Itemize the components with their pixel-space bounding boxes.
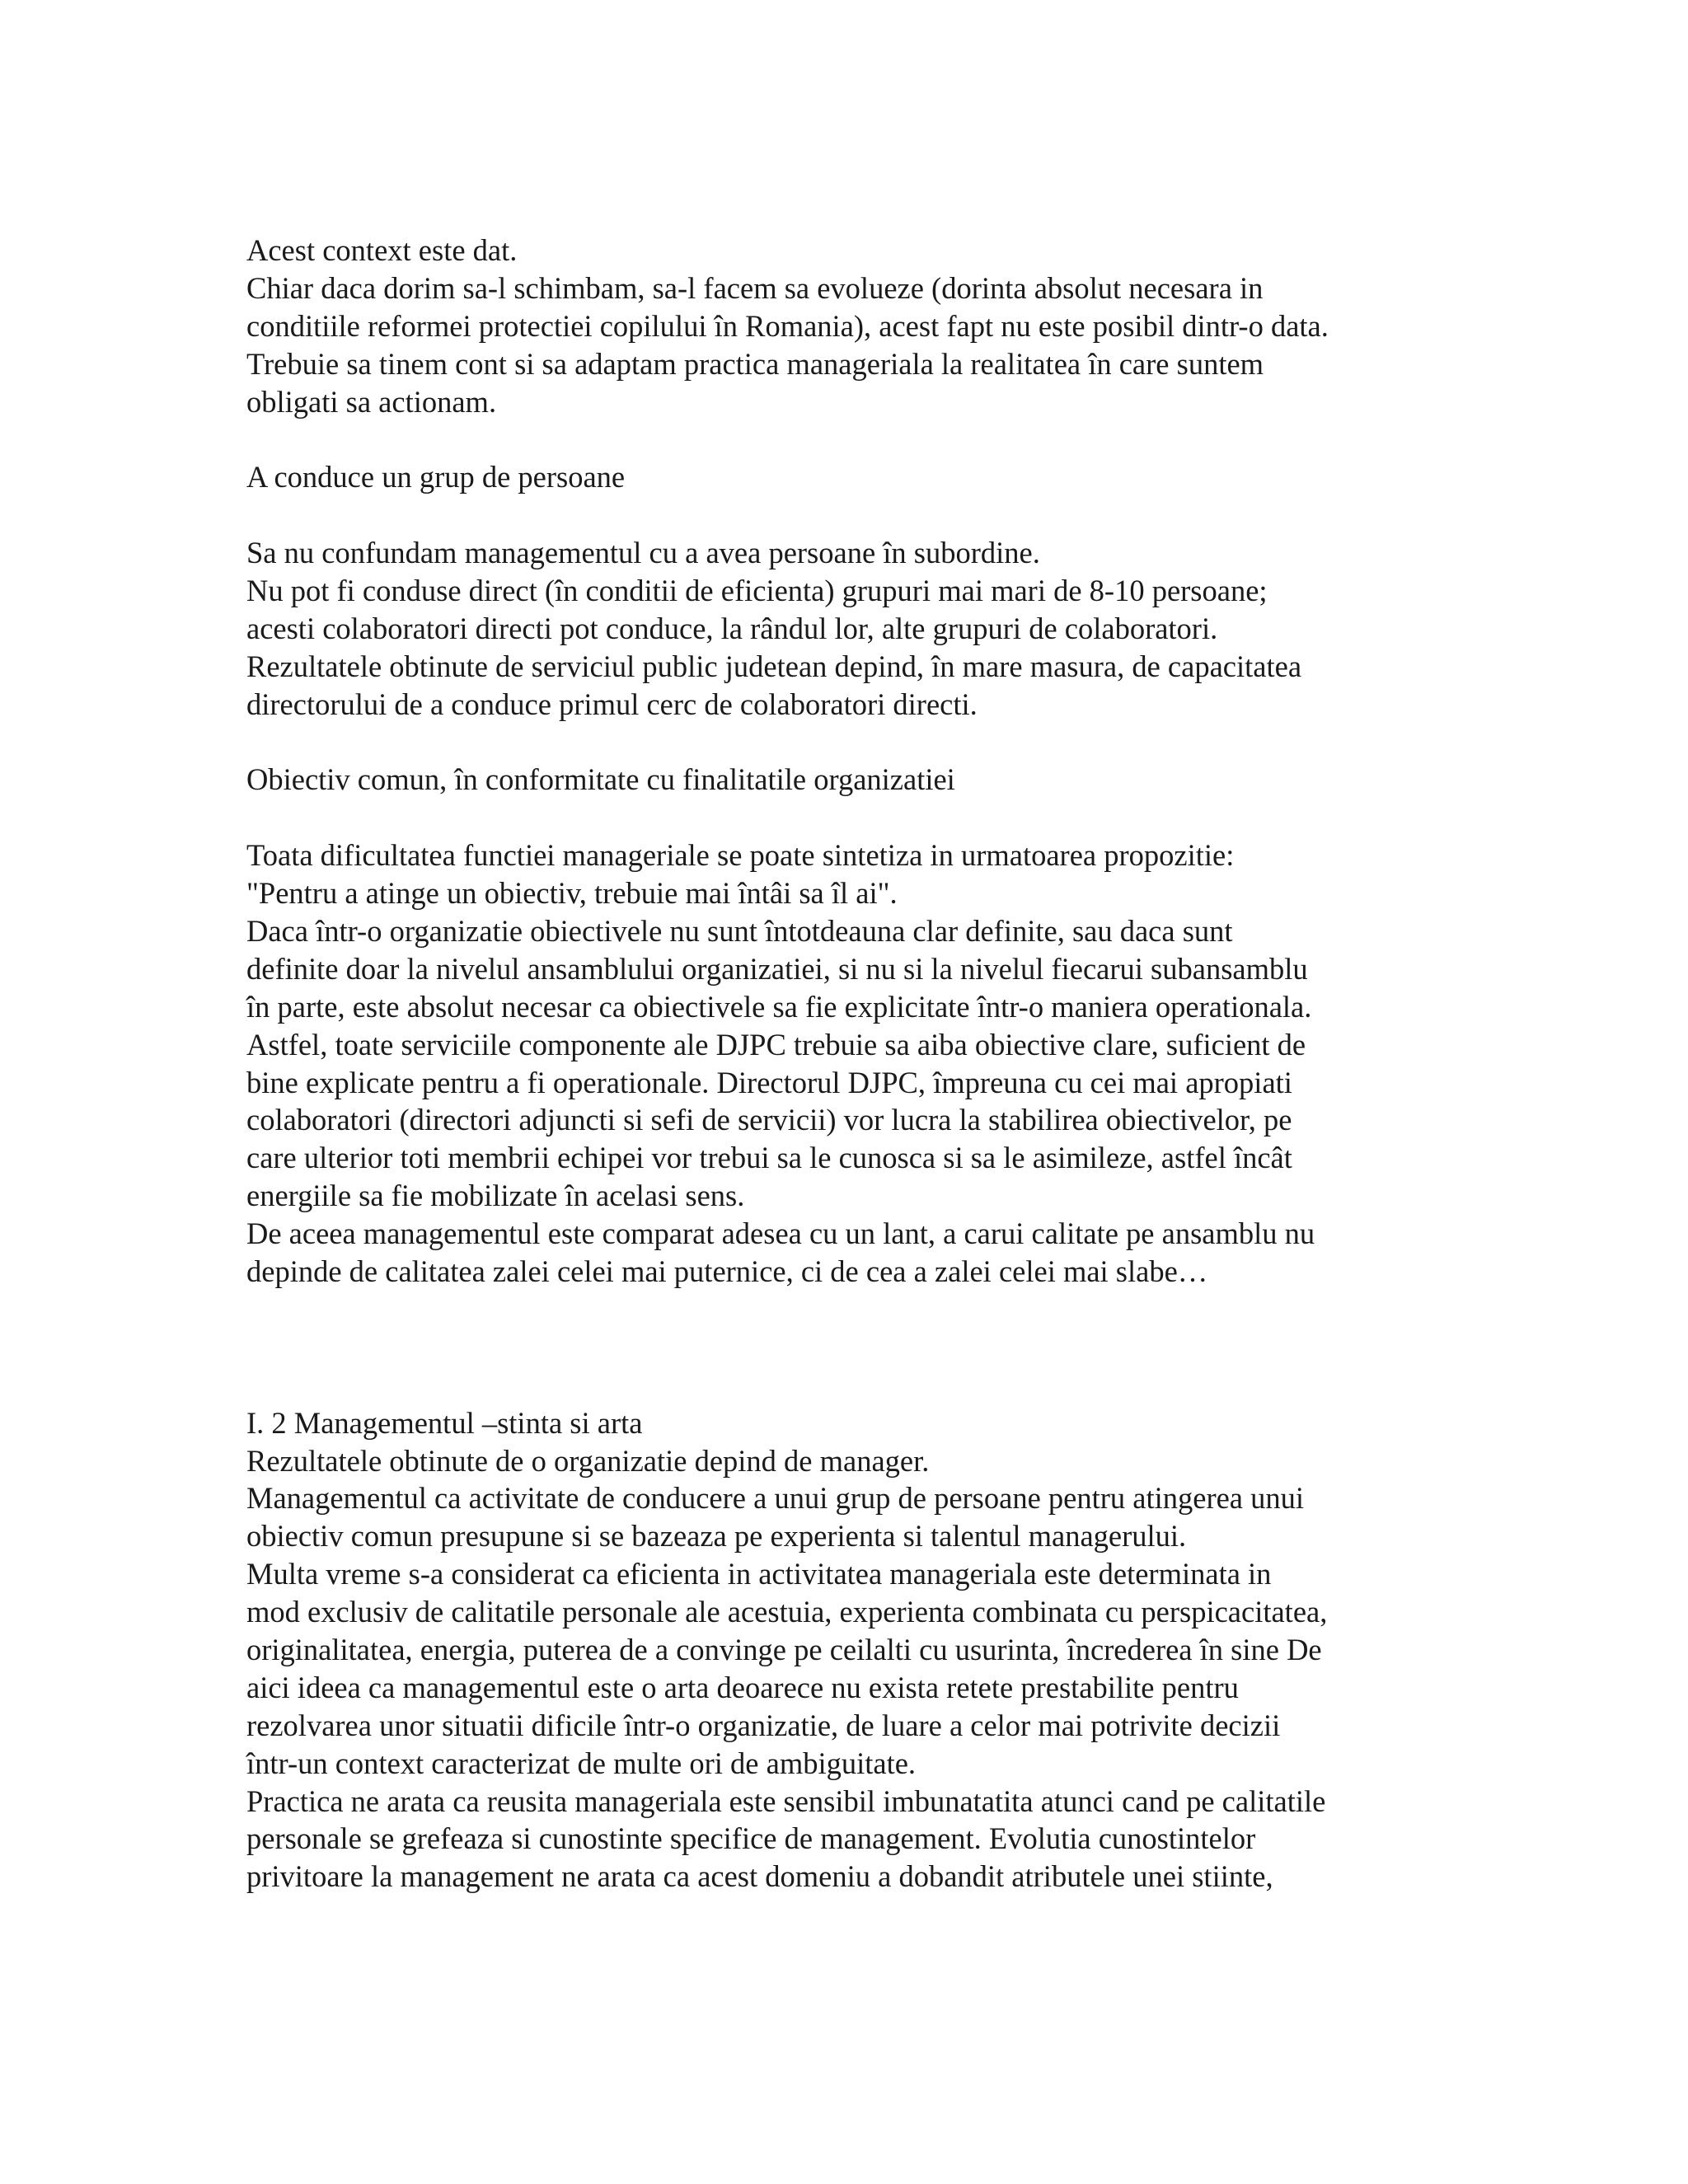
text-line: "Pentru a atinge un obiectiv, trebuie mai întâi sa îl ai". — [246, 876, 898, 911]
text-line: Acest context este dat. — [246, 233, 518, 267]
text-line: personale se grefeaza si cunostinte specifice de management. Evolutia cunostintelor — [246, 1821, 1256, 1856]
document-body — [246, 232, 1466, 1896]
text-line: rezolvarea unor situatii dificile într-o organizatie, de luare a celor mai potrivite decizii — [246, 1708, 1281, 1742]
text-line: privitoare la management ne arata ca acest domeniu a dobandit atributele unei stiinte, — [246, 1859, 1273, 1894]
paragraph-manager — [246, 1442, 1466, 1896]
text-line: Practica ne arata ca reusita manageriala este sensibil imbunatatita atunci cand pe calitatile — [246, 1783, 1326, 1818]
section-heading-stinta-si-arta: I. 2 Managementul –stinta si arta — [246, 1405, 643, 1440]
text-line: Rezultatele obtinute de serviciul public judetean depind, în mare masura, de capacitatea — [246, 649, 1302, 683]
text-line: Managementul ca activitate de conducere a unui grup de persoane pentru atingerea unui — [246, 1481, 1305, 1516]
text-line: Chiar daca dorim sa-l schimbam, sa-l facem sa evolueze (dorinta absolut necesara in — [246, 270, 1264, 305]
text-line: colaboratori (directori adjuncti si sefi de servicii) vor lucra la stabilirea obiectivelor, pe — [246, 1103, 1292, 1137]
paragraph-obiective — [246, 837, 1466, 1291]
text-line: Sa nu confundam managementul cu a avea persoane în subordine. — [246, 536, 1040, 570]
paragraph-context — [246, 232, 1466, 420]
text-line: originalitatea, energia, puterea de a convinge pe ceilalti cu usurinta, încrederea în sine De — [246, 1632, 1322, 1666]
text-line: definite doar la nivelul ansamblului organizatiei, si nu si la nivelul fiecarui subansamblu — [246, 951, 1308, 986]
text-line: obiectiv comun presupune si se bazeaza pe experienta si talentul managerului. — [246, 1519, 1187, 1554]
section-heading-obiectiv: Obiectiv comun, în conformitate cu finalitatile organizatiei — [246, 762, 955, 797]
spacer — [246, 724, 1466, 762]
text-line: energiile sa fie mobilizate în acelasi sens. — [246, 1179, 745, 1213]
text-line: Daca într-o organizatie obiectivele nu sunt întotdeauna clar definite, sau daca sunt — [246, 914, 1233, 949]
text-line: De aceea managementul este comparat adesea cu un lant, a carui calitate pe ansamblu nu — [246, 1216, 1315, 1251]
text-line: într-un context caracterizat de multe ori de ambiguitate. — [246, 1746, 917, 1780]
spacer — [246, 420, 1466, 458]
section-heading-conduce: A conduce un grup de persoane — [246, 460, 626, 494]
text-line: mod exclusiv de calitatile personale ale acestuia, experienta combinata cu perspicacitatea, — [246, 1595, 1328, 1629]
text-line: Astfel, toate serviciile componente ale DJPC trebuie sa aiba obiective clare, suficient de — [246, 1027, 1306, 1062]
text-line: Multa vreme s-a considerat ca eficienta in activitatea manageriala este determinata in — [246, 1557, 1272, 1591]
spacer — [246, 496, 1466, 534]
text-line: Nu pot fi conduse direct (în conditii de eficienta) grupuri mai mari de 8-10 persoane; — [246, 574, 1268, 608]
text-line: directorului de a conduce primul cerc de colaboratori directi. — [246, 687, 978, 721]
text-line: Toata dificultatea functiei manageriale se poate sintetiza in urmatoarea propozitie: — [246, 838, 1235, 873]
text-line: obligati sa actionam. — [246, 384, 497, 419]
text-line: care ulterior toti membrii echipei vor trebui sa le cunosca si sa le asimileze, astfel încât — [246, 1141, 1292, 1175]
text-line: bine explicate pentru a fi operationale. Directorul DJPC, împreuna cu cei mai apropiati — [246, 1065, 1292, 1099]
text-line: acesti colaboratori directi pot conduce, la rândul lor, alte grupuri de colaboratori. — [246, 611, 1218, 645]
spacer — [246, 799, 1466, 837]
text-line: Trebuie sa tinem cont si sa adaptam practica manageriala la realitatea în care suntem — [246, 346, 1264, 381]
text-line: în parte, este absolut necesar ca obiectivele sa fie explicitate într-o maniera operationala. — [246, 989, 1312, 1024]
text-line: aici ideea ca managementul este o arta deoarece nu exista retete prestabilite pentru — [246, 1670, 1239, 1704]
spacer — [246, 1291, 1466, 1404]
text-line: depinde de calitatea zalei celei mai puternice, ci de cea a zalei celei mai slabe… — [246, 1254, 1208, 1289]
text-line: conditiile reformei protectiei copilului în Romania), acest fapt nu este posibil dintr-o data. — [246, 308, 1329, 343]
paragraph-subordine — [246, 534, 1466, 723]
text-line: Rezultatele obtinute de o organizatie depind de manager. — [246, 1443, 930, 1478]
